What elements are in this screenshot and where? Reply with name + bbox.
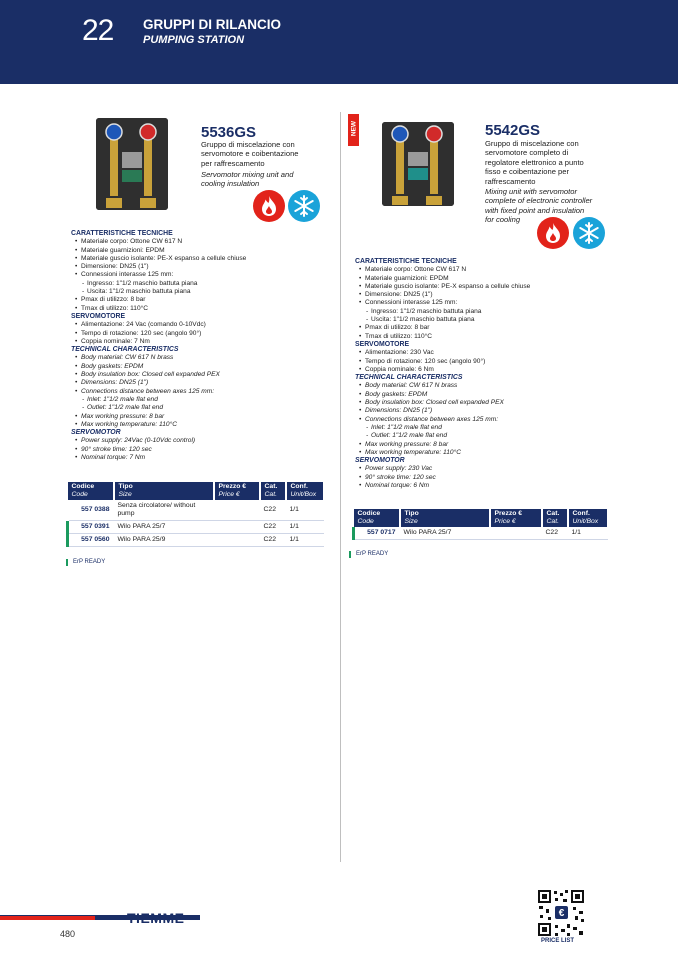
col-conf: Conf. Unit/Box: [286, 482, 325, 500]
col-prezzo: Prezzo € Price €: [214, 482, 260, 500]
erp-ready-label: ErP READY: [66, 559, 105, 566]
brand-logo: TIEMME: [127, 910, 185, 926]
col-cat: Cat. Cat.: [260, 482, 286, 500]
heating-flame-icon: [253, 190, 285, 222]
page-header: [0, 0, 678, 84]
spec-heading: SERVOMOTORE: [355, 340, 410, 348]
cooling-snowflake-icon: [573, 217, 605, 249]
table-header-row: [68, 482, 325, 500]
spec-item: - Uscita: 1"1/2 maschio battuta piana: [355, 316, 625, 324]
col-tipo: Tipo Size: [400, 509, 490, 527]
desc-line: Gruppo di miscelazione con: [485, 139, 579, 148]
section-title: GRUPPI DI RILANCIO: [143, 17, 282, 32]
table-body: [68, 500, 325, 547]
spec-item: • Max working temperature: 110°C: [355, 449, 625, 457]
spec-item: • Coppia nominale: 7 Nm: [71, 338, 341, 346]
product-desc-it-5542gs: [485, 139, 615, 186]
heating-flame-icon: [537, 217, 569, 249]
cell-cat: C22: [260, 521, 286, 534]
spec-heading: SERVOMOTOR: [355, 457, 405, 465]
desc-line: Servomotor mixing unit and: [201, 170, 294, 179]
cell-code: 557 0388: [68, 500, 114, 521]
spec-item: • Nominal torque: 6 Nm: [355, 482, 625, 490]
page-number: 480: [60, 929, 76, 939]
spec-item: • Connessioni interasse 125 mm:: [355, 299, 625, 307]
spec-item: - Outlet: 1"1/2 male flat end: [355, 432, 625, 440]
spec-heading: TECHNICAL CHARACTERISTICS: [355, 374, 463, 382]
spec-item: • Alimentazione: 24 Vac (comando 0-10Vdc): [71, 321, 341, 329]
spec-item: • Coppia nominale: 6 Nm: [355, 366, 625, 374]
spec-item: • Connessioni interasse 125 mm:: [71, 271, 341, 279]
cell-conf: 1/1: [568, 527, 609, 540]
col-conf: Conf. Unit/Box: [568, 509, 609, 527]
spec-item: • Pmax di utilizzo: 8 bar: [355, 324, 625, 332]
cell-code: 557 0560: [68, 534, 114, 547]
desc-line: for cooling: [485, 215, 521, 225]
product-code-5536gs: 5536GS: [201, 124, 257, 141]
col-cat: Cat. Cat.: [542, 509, 568, 527]
spec-item: • Tmax di utilizzo: 110°C: [71, 305, 341, 313]
cell-cat: C22: [542, 527, 568, 540]
table-body: [354, 527, 609, 540]
cell-conf: 1/1: [286, 521, 325, 534]
new-badge-text: NEW: [350, 120, 358, 137]
spec-item: - Ingresso: 1"1/2 maschio battuta piana: [355, 308, 625, 316]
cell-prezzo: [214, 534, 260, 547]
spec-item: • Materiale guarnizioni: EPDM: [355, 275, 625, 283]
technical-specs-5542gs: [355, 258, 625, 490]
product-desc-it-5536gs: [201, 140, 326, 168]
desc-line: complete of electronic controller: [485, 196, 593, 206]
spec-item: - Outlet: 1"1/2 male flat end: [71, 404, 341, 412]
desc-line: with fixed point and insulation: [485, 205, 585, 215]
spec-heading: SERVOMOTOR: [71, 429, 121, 437]
spec-item: • Tmax di utilizzo: 110°C: [355, 333, 625, 341]
cell-cat: C22: [260, 500, 286, 521]
cell-prezzo: [490, 527, 542, 540]
spec-heading: CARATTERISTICHE TECNICHE: [71, 230, 173, 237]
spec-item: • Tempo di rotazione: 120 sec (angolo 90°): [71, 330, 341, 338]
spec-item: • Body insulation box: Closed cell expanded PEX: [71, 371, 341, 379]
cell-cat: C22: [260, 534, 286, 547]
desc-line: servomotore completo di: [485, 148, 569, 158]
technical-specs-5536gs: [71, 230, 341, 462]
cell-tipo: Senza circolatore/ without pump: [114, 500, 214, 521]
spec-item: • Power supply: 24Vac (0-10Vdc control): [71, 437, 341, 445]
desc-line: Gruppo di miscelazione con: [201, 140, 295, 149]
spec-item: • 90° stroke time: 120 sec: [355, 474, 625, 482]
desc-line: raffrescamento: [485, 176, 536, 186]
table-row: [68, 534, 325, 547]
table-row: [354, 527, 609, 540]
cell-prezzo: [214, 521, 260, 534]
spec-item: • Max working pressure: 8 bar: [355, 441, 625, 449]
price-table-5542gs: [352, 509, 609, 540]
section-subtitle: PUMPING STATION: [143, 34, 245, 46]
product-image-5542gs: [382, 122, 454, 206]
spec-item: - Inlet: 1"1/2 male flat end: [355, 424, 625, 432]
product-code-5542gs: 5542GS: [485, 122, 541, 139]
spec-item: • Dimensione: DN25 (1"): [71, 263, 341, 271]
spec-item: • Materiale corpo: Ottone CW 617 N: [355, 266, 625, 274]
spec-item: - Ingresso: 1"1/2 maschio battuta piana: [71, 280, 341, 288]
spec-item: • Connections distance between axes 125 mm:: [355, 416, 625, 424]
spec-item: • Connections distance between axes 125 mm:: [71, 388, 341, 396]
spec-item: - Uscita: 1"1/2 maschio battuta piana: [71, 288, 341, 296]
spec-item: • Tempo di rotazione: 120 sec (angolo 90°): [355, 358, 625, 366]
cell-code: 557 0717: [354, 527, 400, 540]
table-row: [68, 521, 325, 534]
cell-code: 557 0391: [68, 521, 114, 534]
footer-accent: [0, 916, 95, 920]
desc-line: fisso e coibentazione per: [485, 167, 570, 177]
cell-tipo: Wilo PARA 25/7: [114, 521, 214, 534]
cooling-snowflake-icon: [288, 190, 320, 222]
table-header-row: [354, 509, 609, 527]
desc-line: servomotore e coibentazione: [201, 149, 299, 159]
new-badge: [348, 114, 359, 146]
spec-item: • Body insulation box: Closed cell expanded PEX: [355, 399, 625, 407]
col-codice: Codice Code: [354, 509, 400, 527]
column-divider: [340, 112, 341, 862]
desc-line: Mixing unit with servomotor: [485, 187, 578, 196]
spec-item: • Dimensione: DN25 (1"): [355, 291, 625, 299]
spec-heading: SERVOMOTORE: [71, 312, 126, 320]
spec-item: • Body material: CW 617 N brass: [71, 354, 341, 362]
price-list-label: PRICE LIST: [541, 938, 575, 944]
cell-conf: 1/1: [286, 534, 325, 547]
price-table-5536gs: [66, 482, 325, 547]
spec-item: • Materiale corpo: Ottone CW 617 N: [71, 238, 341, 246]
spec-item: - Inlet: 1"1/2 male flat end: [71, 396, 341, 404]
spec-item: • Body gaskets: EPDM: [71, 363, 341, 371]
spec-item: • Alimentazione: 230 Vac: [355, 349, 625, 357]
col-prezzo: Prezzo € Price €: [490, 509, 542, 527]
spec-heading: TECHNICAL CHARACTERISTICS: [71, 346, 179, 354]
spec-item: • Materiale guarnizioni: EPDM: [71, 247, 341, 255]
desc-line: per raffrescamento: [201, 158, 265, 168]
spec-item: • Materiale guscio isolante: PE-X espanso a cellule chiuse: [71, 255, 341, 263]
cell-tipo: Wilo PARA 25/7: [400, 527, 490, 540]
spec-item: • Dimensions: DN25 (1"): [71, 379, 341, 387]
spec-item: • Max working temperature: 110°C: [71, 421, 341, 429]
spec-item: • Max working pressure: 8 bar: [71, 413, 341, 421]
cell-prezzo: [214, 500, 260, 521]
cell-conf: 1/1: [286, 500, 325, 521]
erp-ready-label: ErP READY: [349, 551, 388, 558]
product-image-5536gs: [96, 118, 168, 210]
spec-item: • Power supply: 230 Vac: [355, 465, 625, 473]
col-tipo: Tipo Size: [114, 482, 214, 500]
qr-code-icon[interactable]: [537, 889, 585, 937]
desc-line: cooling insulation: [201, 179, 260, 189]
spec-heading: CARATTERISTICHE TECNICHE: [355, 258, 457, 265]
spec-item: • 90° stroke time: 120 sec: [71, 446, 341, 454]
table-row: [68, 500, 325, 521]
spec-item: • Pmax di utilizzo: 8 bar: [71, 296, 341, 304]
product-desc-en-5536gs: [201, 170, 326, 189]
spec-item: • Dimensions: DN25 (1"): [355, 407, 625, 415]
spec-item: • Body material: CW 617 N brass: [355, 382, 625, 390]
spec-item: • Materiale guscio isolante: PE-X espanso a cellule chiuse: [355, 283, 625, 291]
col-codice: Codice Code: [68, 482, 114, 500]
cell-tipo: Wilo PARA 25/9: [114, 534, 214, 547]
desc-line: regolatore elettronico a punto: [485, 157, 584, 167]
svg-text:€: €: [558, 908, 565, 919]
section-number: 22: [82, 14, 114, 47]
spec-item: • Body gaskets: EPDM: [355, 391, 625, 399]
spec-item: • Nominal torque: 7 Nm: [71, 454, 341, 462]
